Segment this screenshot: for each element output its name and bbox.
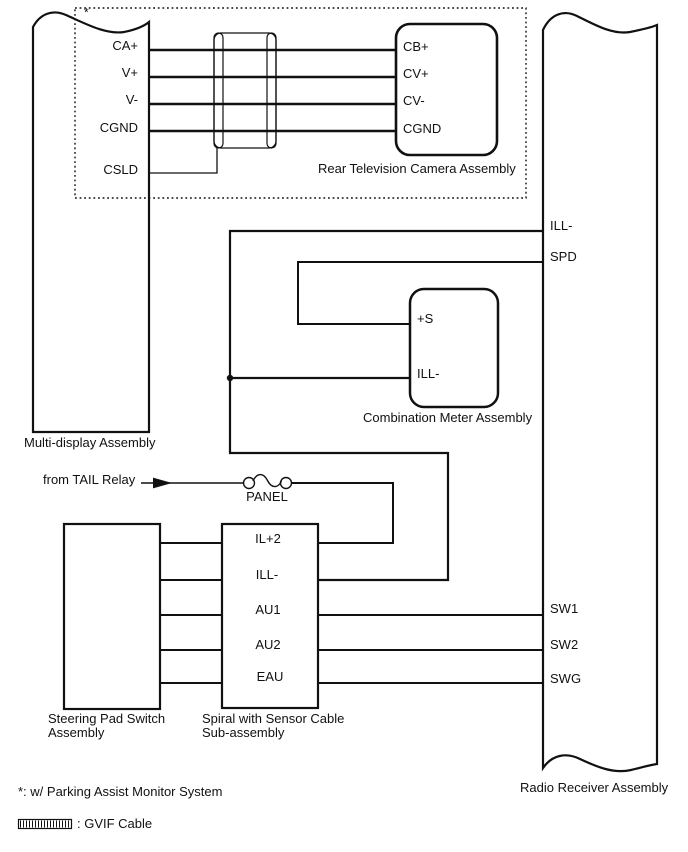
- terminal-md-vplus: V+: [121, 65, 138, 81]
- terminal-spiral-eau: EAU: [256, 669, 284, 685]
- label-line: Steering Pad Switch: [48, 711, 166, 726]
- terminal-radio-spd: SPD: [550, 249, 577, 265]
- wire-ill-network: [230, 231, 543, 583]
- fuse-terminal-left-icon: [244, 478, 255, 489]
- arrow-head-icon: [153, 478, 172, 489]
- terminal-cam-cvminus: CV-: [403, 93, 425, 109]
- radio-receiver-box: [543, 13, 657, 771]
- terminal-md-csld: CSLD: [103, 162, 138, 178]
- terminal-radio-sw1: SW1: [550, 601, 579, 617]
- label-line: Spiral with Sensor Cable: [202, 711, 345, 726]
- fuse-wave-icon: [253, 475, 282, 487]
- gvif-legend-label: : GVIF Cable: [77, 816, 153, 832]
- terminal-cam-cgnd: CGND: [403, 121, 442, 137]
- steering-pad-box: [64, 524, 160, 709]
- terminal-radio-ill: ILL-: [550, 218, 573, 234]
- combination-meter-label: Combination Meter Assembly: [363, 410, 533, 426]
- terminal-radio-swg: SWG: [550, 671, 582, 687]
- terminal-cam-cb: CB+: [403, 39, 429, 55]
- terminal-meter-plus-s: +S: [417, 311, 434, 327]
- terminal-md-ca: CA+: [112, 38, 138, 54]
- junction-dot: [227, 375, 233, 381]
- radio-receiver-label: Radio Receiver Assembly: [520, 780, 669, 796]
- terminal-spiral-au1: AU1: [255, 602, 281, 618]
- steering-pad-label: [48, 712, 165, 739]
- spiral-cable-label: [202, 712, 344, 739]
- terminal-meter-ill: ILL-: [417, 366, 440, 382]
- label-line: Assembly: [48, 724, 105, 740]
- multi-display-label: Multi-display Assembly: [24, 435, 156, 451]
- terminal-spiral-au2: AU2: [255, 637, 281, 653]
- terminal-radio-sw2: SW2: [550, 637, 579, 653]
- panel-fuse-label: PANEL: [246, 489, 288, 505]
- wire-csld-shield: [149, 148, 217, 173]
- combination-meter-box: [410, 289, 498, 407]
- parking-assist-footnote: *: w/ Parking Assist Monitor System: [18, 784, 223, 800]
- terminal-md-vminus: V-: [125, 92, 138, 108]
- wire-panel-il2: [292, 483, 394, 543]
- label-line: Sub-assembly: [202, 724, 285, 740]
- terminal-spiral-ill: ILL-: [255, 567, 279, 583]
- terminal-cam-cvplus: CV+: [403, 66, 429, 82]
- terminal-md-cgnd: CGND: [99, 120, 138, 136]
- fuse-terminal-right-icon: [281, 478, 292, 489]
- tail-relay-label: from TAIL Relay: [43, 472, 136, 488]
- terminal-spiral-il2: IL+2: [255, 531, 281, 547]
- rear-camera-label: Rear Television Camera Assembly: [318, 161, 516, 177]
- asterisk-marker: *: [84, 5, 89, 20]
